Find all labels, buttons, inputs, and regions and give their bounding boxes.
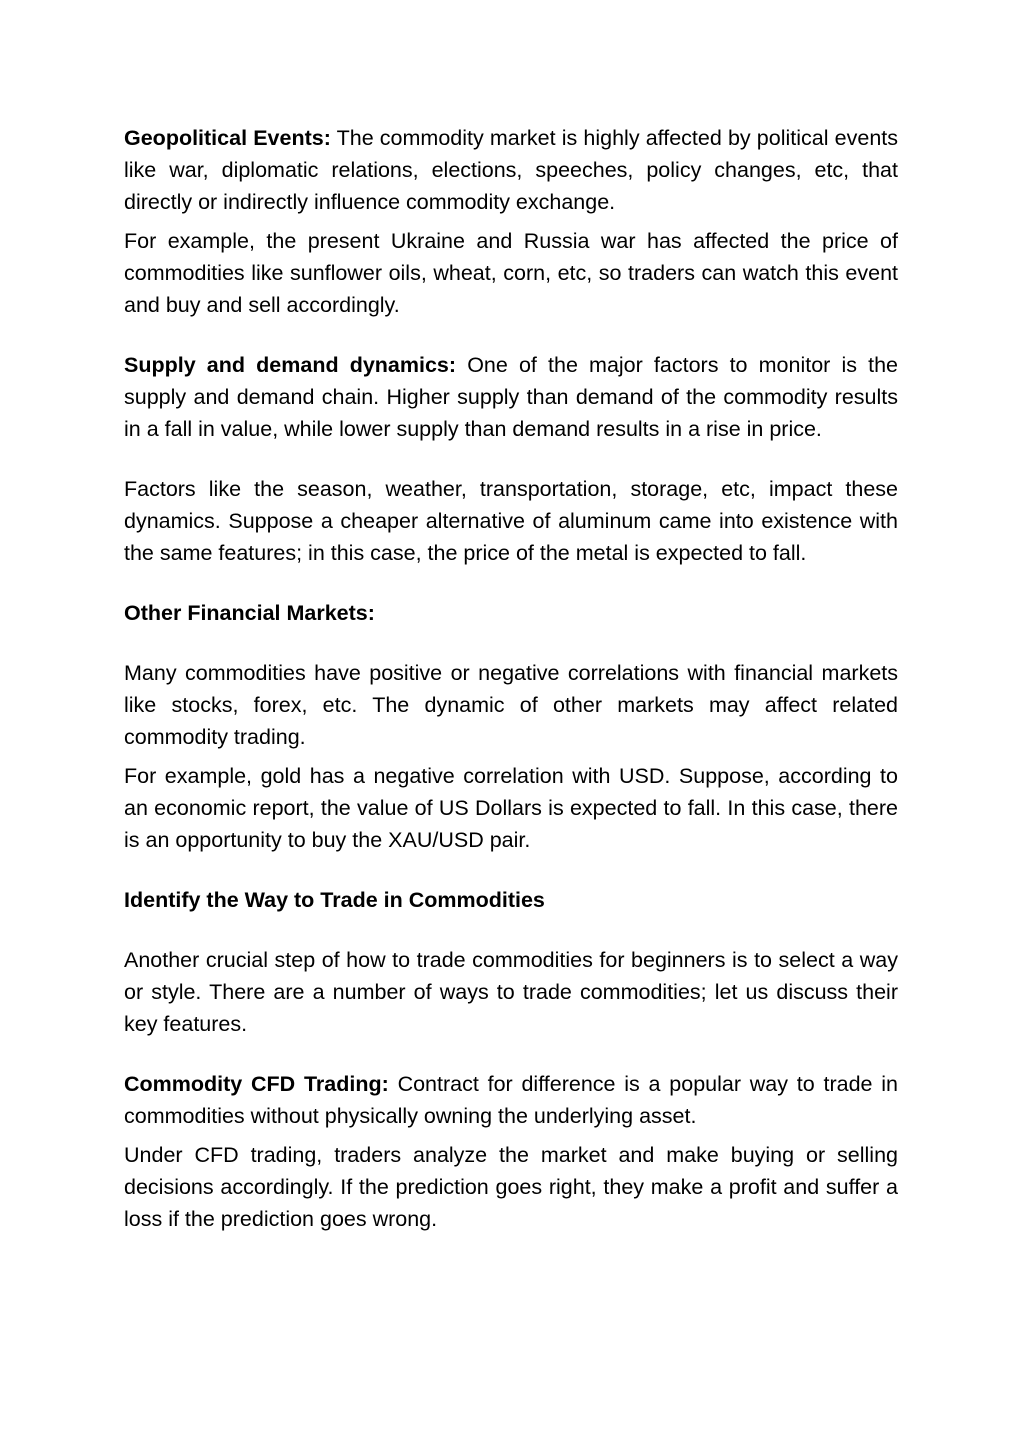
paragraph-text: The commodity market is highly affected by political events like war, diplomatic relations, elections, speeches, policy changes, etc, that directly or indirectly influence commodity exchange.: [124, 126, 898, 214]
heading-other-financial-markets: [124, 597, 898, 629]
paragraph-geopolitical-events: [124, 122, 898, 218]
paragraph-factors: [124, 473, 898, 569]
paragraph-text: Under CFD trading, traders analyze the market and make buying or selling decisions accordingly. If the prediction goes right, they make a profit and suffer a loss if the prediction goes wrong.: [124, 1143, 898, 1231]
paragraph-text: Many commodities have positive or negative correlations with financial markets like stocks, forex, etc. The dynamic of other markets may affect related commodity trading.: [124, 661, 898, 749]
heading-text: Other Financial Markets:: [124, 601, 375, 625]
heading-text: Identify the Way to Trade in Commodities: [124, 888, 545, 912]
paragraph-lead: Geopolitical Events:: [124, 126, 331, 150]
paragraph-gold-example: [124, 760, 898, 856]
paragraph-cfd-details: [124, 1139, 898, 1235]
paragraph-ukraine-example: [124, 225, 898, 321]
paragraph-cfd-trading: [124, 1068, 898, 1132]
heading-identify-way: [124, 884, 898, 916]
paragraph-select-way: [124, 944, 898, 1040]
paragraph-correlations: [124, 657, 898, 753]
paragraph-lead: Supply and demand dynamics:: [124, 353, 457, 377]
paragraph-text: Another crucial step of how to trade commodities for beginners is to select a way or style. There are a number of ways to trade commodities; let us discuss their key features.: [124, 948, 898, 1036]
document-page: [124, 122, 898, 1235]
paragraph-text: One of the major factors to monitor is the supply and demand chain. Higher supply than demand of the commodity results in a fall in value, while lower supply than demand results in a rise in price.: [124, 353, 898, 441]
paragraph-lead: Commodity CFD Trading:: [124, 1072, 389, 1096]
paragraph-text: Factors like the season, weather, transportation, storage, etc, impact these dynamics. Suppose a cheaper alternative of aluminum came into existence with the same features; in this case, the price of the metal is expected to fall.: [124, 477, 898, 565]
paragraph-text: Contract for difference is a popular way to trade in commodities without physically owning the underlying asset.: [124, 1072, 898, 1128]
paragraph-text: For example, gold has a negative correlation with USD. Suppose, according to an economic report, the value of US Dollars is expected to fall. In this case, there is an opportunity to buy the XAU/USD pair.: [124, 764, 898, 852]
paragraph-supply-demand: [124, 349, 898, 445]
paragraph-text: For example, the present Ukraine and Russia war has affected the price of commodities like sunflower oils, wheat, corn, etc, so traders can watch this event and buy and sell accordingly.: [124, 229, 898, 317]
